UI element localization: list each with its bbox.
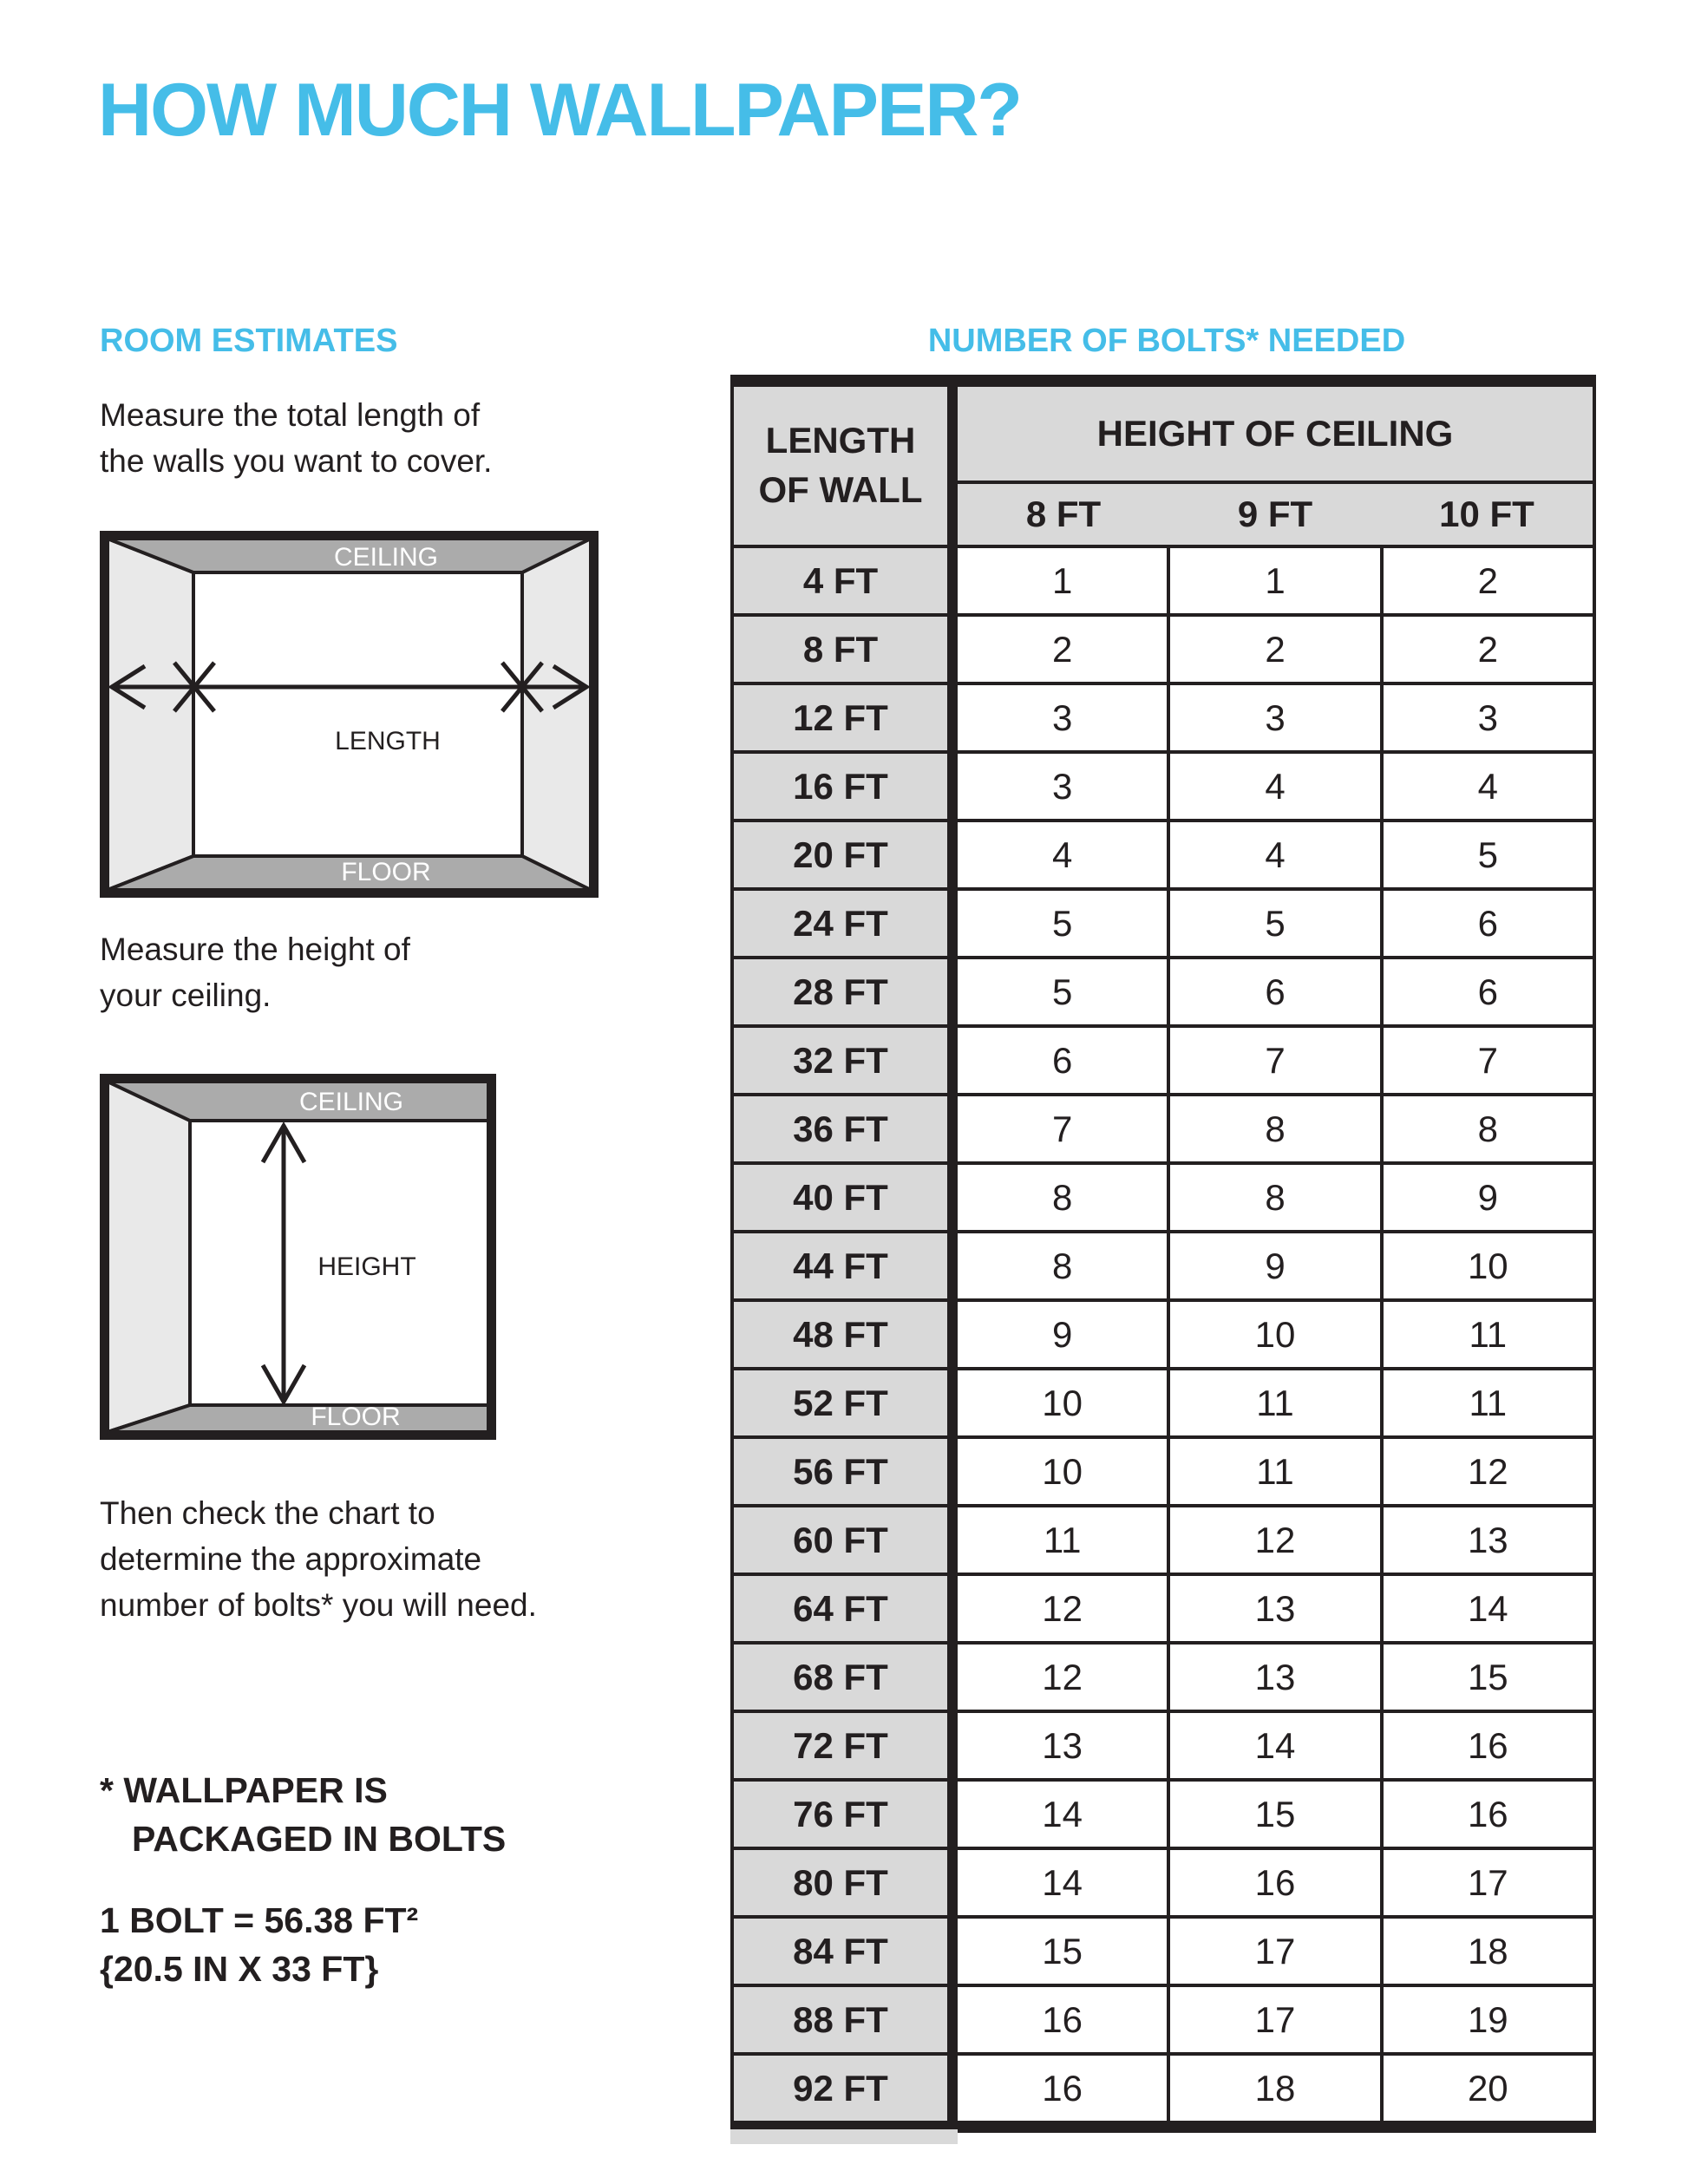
table-row bbox=[734, 548, 1593, 617]
wall-length-label: 24 FT bbox=[734, 891, 958, 956]
wall-length-label: 56 FT bbox=[734, 1439, 958, 1504]
bolt-count-cell: 17 bbox=[1384, 1850, 1593, 1915]
bolt-count-cell: 16 bbox=[958, 1987, 1170, 2052]
bolt-count-cell: 6 bbox=[1384, 959, 1593, 1024]
bolt-count-cell: 3 bbox=[958, 754, 1170, 819]
bolt-count-cell: 16 bbox=[1170, 1850, 1383, 1915]
bolt-count-cell: 10 bbox=[958, 1439, 1170, 1504]
table-row bbox=[734, 1645, 1593, 1713]
bolt-count-cell: 11 bbox=[958, 1507, 1170, 1573]
page-title: HOW MUCH WALLPAPER? bbox=[98, 69, 1021, 152]
measure-length-paragraph bbox=[100, 392, 492, 484]
ceiling-height-column-header: 10 FT bbox=[1439, 494, 1534, 534]
bolt-count-cell: 14 bbox=[958, 1850, 1170, 1915]
bolt-count-cell: 2 bbox=[958, 617, 1170, 682]
bolt-count-cell: 14 bbox=[1384, 1576, 1593, 1641]
bolt-count-cell: 8 bbox=[958, 1165, 1170, 1230]
bolt-count-cell: 7 bbox=[958, 1096, 1170, 1161]
bolt-count-cell: 9 bbox=[1384, 1165, 1593, 1230]
ceiling-label: CEILING bbox=[298, 1088, 404, 1116]
bolt-count-cell: 2 bbox=[1170, 617, 1383, 682]
bolt-count-cell: 5 bbox=[958, 959, 1170, 1024]
wall-length-label: 68 FT bbox=[734, 1645, 958, 1710]
wall-length-label: 52 FT bbox=[734, 1370, 958, 1435]
bolt-count-cell: 1 bbox=[1170, 548, 1383, 613]
wall-length-label: 32 FT bbox=[734, 1028, 958, 1093]
wall-length-label: 36 FT bbox=[734, 1096, 958, 1161]
bolt-count-cell: 11 bbox=[1170, 1370, 1383, 1435]
bolt-count-cell: 18 bbox=[1384, 1919, 1593, 1984]
height-label: HEIGHT bbox=[317, 1252, 416, 1281]
wall-length-label: 20 FT bbox=[734, 822, 958, 887]
table-row bbox=[734, 1782, 1593, 1850]
length-of-wall-header bbox=[734, 387, 958, 545]
wall-length-label: 16 FT bbox=[734, 754, 958, 819]
wall-length-label: 12 FT bbox=[734, 685, 958, 750]
left-wall bbox=[108, 539, 193, 890]
wall-length-label: 76 FT bbox=[734, 1782, 958, 1847]
room-height-diagram bbox=[100, 1074, 496, 1440]
table-row bbox=[734, 1919, 1593, 1987]
bolt-count-cell: 15 bbox=[1170, 1782, 1383, 1847]
bolt-count-cell: 11 bbox=[1384, 1302, 1593, 1367]
footnote-line: * WALLPAPER IS bbox=[100, 1770, 388, 1810]
bolt-count-cell: 3 bbox=[1170, 685, 1383, 750]
wallpaper-bolts-footnote bbox=[100, 1766, 506, 1863]
ceiling-height-column-header: 9 FT bbox=[1237, 494, 1313, 534]
wall-length-label: 72 FT bbox=[734, 1713, 958, 1778]
floor-label: FLOOR bbox=[311, 1403, 401, 1431]
bolt-count-cell: 13 bbox=[1384, 1507, 1593, 1573]
bolt-count-cell: 9 bbox=[958, 1302, 1170, 1367]
bolts-needed-heading: NUMBER OF BOLTS* NEEDED bbox=[927, 323, 1406, 359]
bolt-count-cell: 11 bbox=[1170, 1439, 1383, 1504]
bolt-count-cell: 7 bbox=[1384, 1028, 1593, 1093]
bolt-count-cell: 14 bbox=[958, 1782, 1170, 1847]
length-label: LENGTH bbox=[335, 727, 441, 755]
bolt-count-cell: 11 bbox=[1384, 1370, 1593, 1435]
paragraph-line: Then check the chart to bbox=[100, 1495, 435, 1531]
wall-length-label: 80 FT bbox=[734, 1850, 958, 1915]
footnote-line: PACKAGED IN BOLTS bbox=[132, 1819, 507, 1859]
wall-length-label: 28 FT bbox=[734, 959, 958, 1024]
wall-length-label: 48 FT bbox=[734, 1302, 958, 1367]
table-row bbox=[734, 754, 1593, 822]
table-row bbox=[734, 1576, 1593, 1645]
wall-length-label: 8 FT bbox=[734, 617, 958, 682]
wall-length-label: 84 FT bbox=[734, 1919, 958, 1984]
header-line: LENGTH bbox=[765, 420, 916, 461]
table-row bbox=[734, 1302, 1593, 1370]
bolt-count-cell: 6 bbox=[1384, 891, 1593, 956]
ceiling-header-group bbox=[958, 387, 1593, 545]
paragraph-line: Measure the height of bbox=[100, 932, 410, 967]
bolt-size-info bbox=[100, 1896, 418, 1993]
bolt-count-cell: 16 bbox=[1384, 1713, 1593, 1778]
table-gray-overhang bbox=[730, 2129, 958, 2144]
table-row bbox=[734, 1439, 1593, 1507]
table-row bbox=[734, 1713, 1593, 1782]
table-row bbox=[734, 685, 1593, 754]
paragraph-line: Measure the total length of bbox=[100, 397, 481, 433]
bolt-count-cell: 12 bbox=[958, 1576, 1170, 1641]
table-body bbox=[734, 548, 1593, 2121]
bolt-count-cell: 14 bbox=[1170, 1713, 1383, 1778]
bolt-count-cell: 8 bbox=[958, 1233, 1170, 1298]
table-row bbox=[734, 617, 1593, 685]
bolt-count-cell: 10 bbox=[1170, 1302, 1383, 1367]
bolt-count-cell: 4 bbox=[958, 822, 1170, 887]
paragraph-line: your ceiling. bbox=[100, 978, 272, 1013]
ceiling-label: CEILING bbox=[333, 543, 439, 572]
floor-label: FLOOR bbox=[341, 858, 431, 886]
bolt-count-cell: 4 bbox=[1384, 754, 1593, 819]
wall-length-label: 64 FT bbox=[734, 1576, 958, 1641]
bolt-info-line: 1 BOLT = 56.38 FT² bbox=[100, 1900, 419, 1940]
table-row bbox=[734, 822, 1593, 891]
bolt-count-cell: 8 bbox=[1384, 1096, 1593, 1161]
table-row bbox=[734, 891, 1593, 959]
table-row bbox=[734, 1233, 1593, 1302]
table-row bbox=[734, 1850, 1593, 1919]
bolt-count-cell: 8 bbox=[1170, 1165, 1383, 1230]
bolt-count-cell: 18 bbox=[1170, 2056, 1383, 2121]
bolt-count-cell: 16 bbox=[958, 2056, 1170, 2121]
paragraph-line: number of bolts* you will need. bbox=[100, 1587, 537, 1623]
table-row bbox=[734, 1096, 1593, 1165]
bolt-count-cell: 10 bbox=[958, 1370, 1170, 1435]
table-row bbox=[734, 1370, 1593, 1439]
bolt-count-cell: 17 bbox=[1170, 1919, 1383, 1984]
height-of-ceiling-header: HEIGHT OF CEILING bbox=[958, 387, 1593, 484]
wall-length-label: 4 FT bbox=[734, 548, 958, 613]
wall-length-label: 88 FT bbox=[734, 1987, 958, 2052]
room-length-diagram bbox=[100, 531, 599, 898]
table-row bbox=[734, 1165, 1593, 1233]
bolt-count-cell: 13 bbox=[958, 1713, 1170, 1778]
bolt-count-cell: 6 bbox=[1170, 959, 1383, 1024]
bolt-count-cell: 5 bbox=[1384, 822, 1593, 887]
bolt-count-cell: 6 bbox=[958, 1028, 1170, 1093]
bolt-count-cell: 9 bbox=[1170, 1233, 1383, 1298]
bolt-count-cell: 5 bbox=[958, 891, 1170, 956]
measure-height-paragraph bbox=[100, 926, 410, 1018]
table-row bbox=[734, 2056, 1593, 2121]
bolt-count-cell: 13 bbox=[1170, 1645, 1383, 1710]
bolt-count-cell: 12 bbox=[1170, 1507, 1383, 1573]
left-wall bbox=[108, 1082, 190, 1432]
bolt-count-cell: 8 bbox=[1170, 1096, 1383, 1161]
wall-length-label: 92 FT bbox=[734, 2056, 958, 2121]
table-row bbox=[734, 1507, 1593, 1576]
bolt-count-cell: 3 bbox=[958, 685, 1170, 750]
ceiling-height-subheader-row bbox=[958, 484, 1593, 545]
bolt-count-cell: 20 bbox=[1384, 2056, 1593, 2121]
bolt-count-cell: 15 bbox=[1384, 1645, 1593, 1710]
table-header bbox=[734, 387, 1593, 548]
bolt-count-cell: 1 bbox=[958, 548, 1170, 613]
ceiling-height-column-header: 8 FT bbox=[1025, 494, 1102, 534]
table-row bbox=[734, 1987, 1593, 2056]
bolts-needed-table bbox=[730, 375, 1596, 2133]
paragraph-line: determine the approximate bbox=[100, 1541, 482, 1577]
check-chart-paragraph bbox=[100, 1490, 537, 1628]
bolt-count-cell: 19 bbox=[1384, 1987, 1593, 2052]
bolt-count-cell: 12 bbox=[958, 1645, 1170, 1710]
bolt-count-cell: 2 bbox=[1384, 617, 1593, 682]
bolt-count-cell: 4 bbox=[1170, 822, 1383, 887]
table-row bbox=[734, 959, 1593, 1028]
bolt-count-cell: 5 bbox=[1170, 891, 1383, 956]
room-estimates-heading: ROOM ESTIMATES bbox=[100, 323, 398, 359]
bolt-count-cell: 13 bbox=[1170, 1576, 1383, 1641]
table-row bbox=[734, 1028, 1593, 1096]
bolt-count-cell: 10 bbox=[1384, 1233, 1593, 1298]
wall-length-label: 44 FT bbox=[734, 1233, 958, 1298]
bolt-count-cell: 2 bbox=[1384, 548, 1593, 613]
header-line: OF WALL bbox=[758, 469, 923, 510]
wall-length-label: 40 FT bbox=[734, 1165, 958, 1230]
right-wall bbox=[522, 539, 591, 890]
paragraph-line: the walls you want to cover. bbox=[100, 443, 493, 479]
bolt-count-cell: 12 bbox=[1384, 1439, 1593, 1504]
bolt-info-line: {20.5 IN X 33 FT} bbox=[100, 1949, 379, 1989]
bolt-count-cell: 3 bbox=[1384, 685, 1593, 750]
bolt-count-cell: 7 bbox=[1170, 1028, 1383, 1093]
bolt-count-cell: 16 bbox=[1384, 1782, 1593, 1847]
bolt-count-cell: 17 bbox=[1170, 1987, 1383, 2052]
bolt-count-cell: 15 bbox=[958, 1919, 1170, 1984]
bolt-count-cell: 4 bbox=[1170, 754, 1383, 819]
back-wall bbox=[193, 572, 522, 856]
wall-length-label: 60 FT bbox=[734, 1507, 958, 1573]
